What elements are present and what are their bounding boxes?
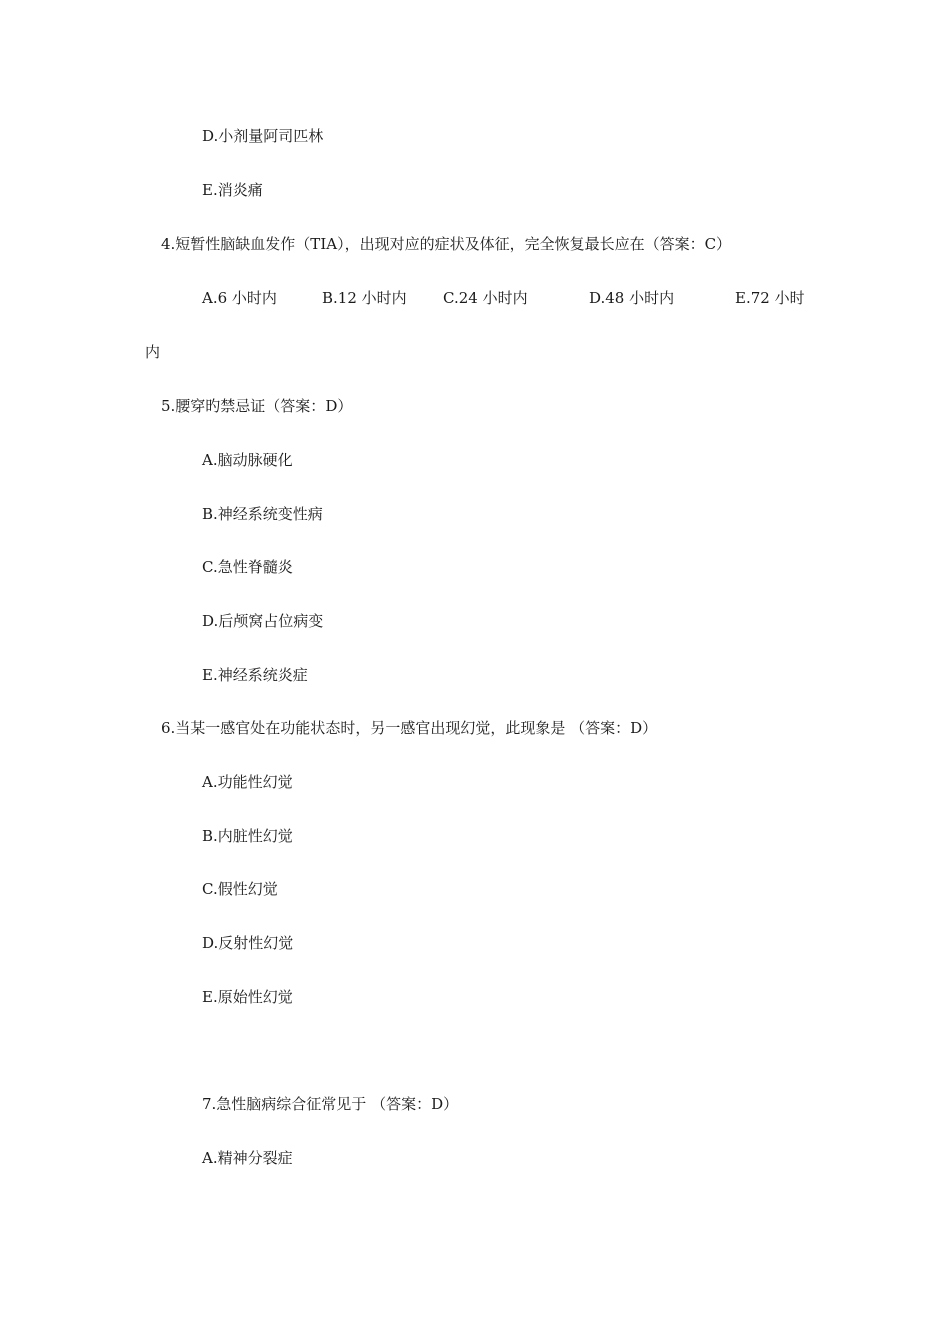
q5-stem: 5.腰穿旳禁忌证（答案：D） <box>161 397 353 415</box>
q5-option-b: B.神经系统变性病 <box>202 505 323 523</box>
q6-option-b: B.内脏性幻觉 <box>202 827 293 845</box>
q7-option-a: A.精神分裂症 <box>202 1149 293 1167</box>
q6-option-a: A.功能性幻觉 <box>202 773 293 791</box>
q6-option-c: C.假性幻觉 <box>202 880 278 898</box>
q5-option-d: D.后颅窝占位病变 <box>202 612 324 630</box>
q3-option-e: E.消炎痛 <box>202 181 263 199</box>
q4-option-e: E.72 小时 <box>735 289 805 307</box>
q4-option-d: D.48 小时内 <box>589 289 675 307</box>
q6-stem: 6.当某一感官处在功能状态时，另一感官出现幻觉，此现象是 （答案：D） <box>161 719 658 737</box>
q7-stem: 7.急性脑病综合征常见于 （答案：D） <box>202 1095 459 1113</box>
q5-option-e: E.神经系统炎症 <box>202 666 308 684</box>
q5-option-a: A.脑动脉硬化 <box>202 451 293 469</box>
q4-option-a: A.6 小时内 <box>202 289 277 307</box>
q4-option-c: C.24 小时内 <box>443 289 528 307</box>
q4-option-e-wrap: 内 <box>145 343 161 361</box>
q3-option-d: D.小剂量阿司匹林 <box>202 127 324 145</box>
q6-option-d: D.反射性幻觉 <box>202 934 294 952</box>
q4-options-row <box>202 288 822 308</box>
q4-stem: 4.短暂性脑缺血发作（TIA），出现对应的症状及体征，完全恢复最长应在（答案：C） <box>161 235 732 253</box>
q4-option-b: B.12 小时内 <box>322 289 407 307</box>
q5-option-c: C.急性脊髓炎 <box>202 558 293 576</box>
q6-option-e: E.原始性幻觉 <box>202 988 293 1006</box>
